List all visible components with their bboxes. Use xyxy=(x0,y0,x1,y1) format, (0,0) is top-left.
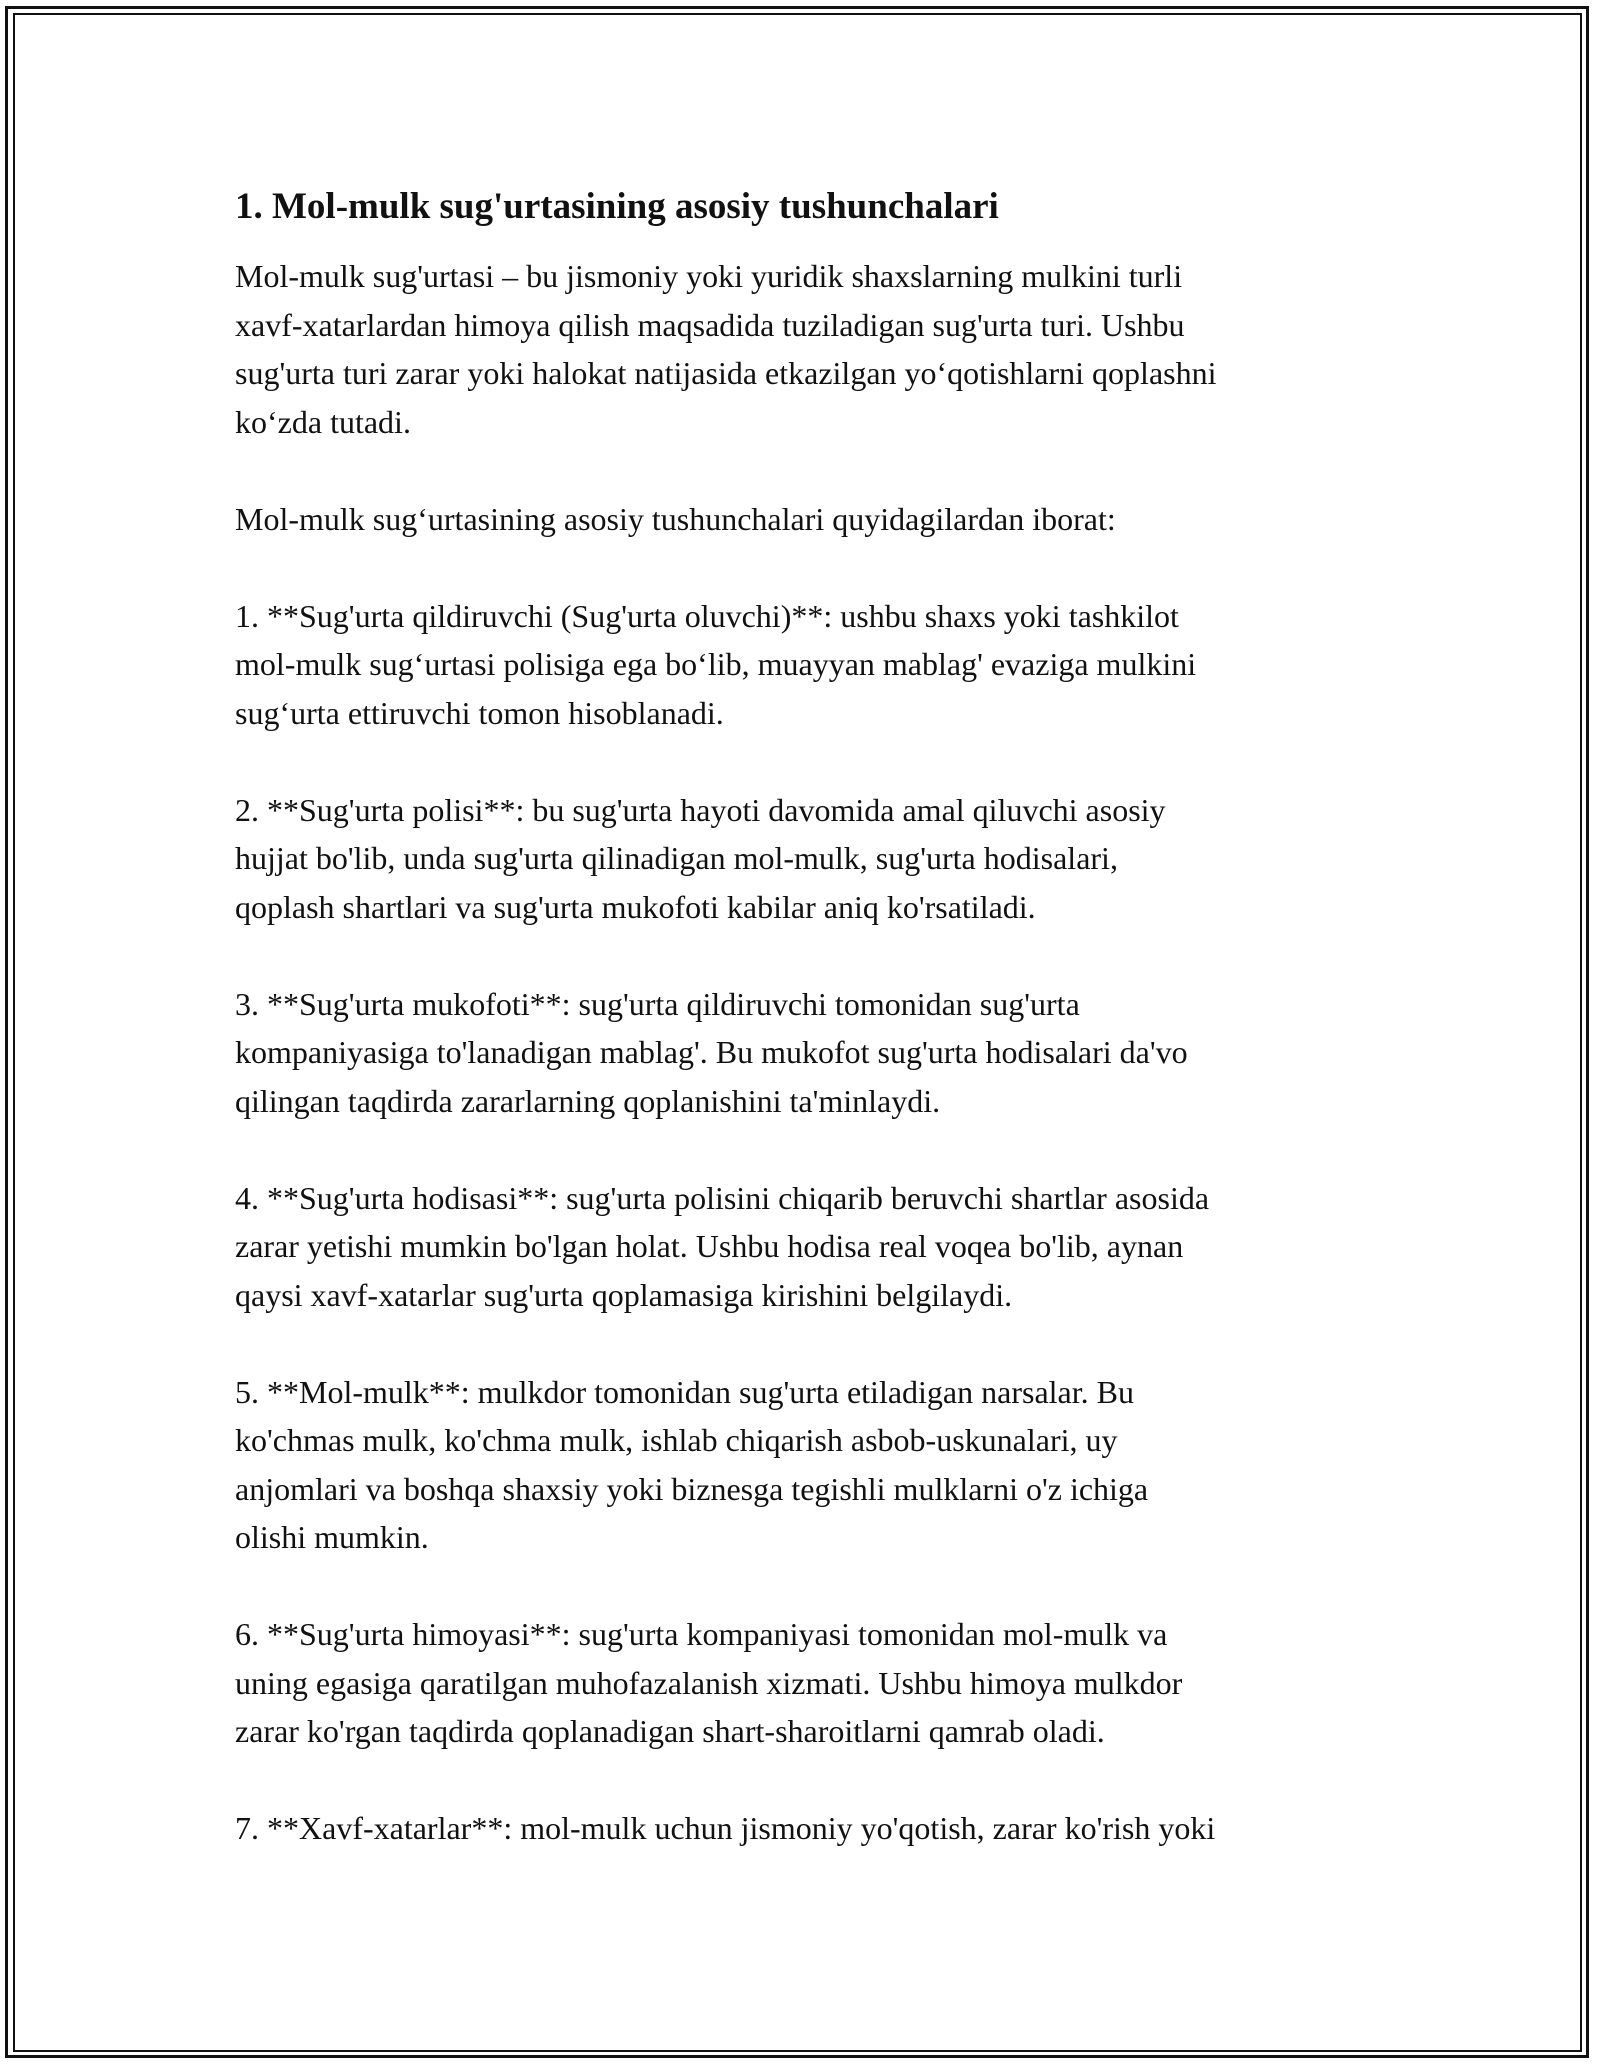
text-line: mol-mulk sug‘urtasi polisiga ega bo‘lib, muayyan mablag' evaziga mulkini xyxy=(235,646,1197,682)
paragraph-intro xyxy=(235,252,1375,446)
text-line: 7. **Xavf-xatarlar**: mol-mulk uchun jismoniy yo'qotish, zarar ko'rish yoki xyxy=(235,1810,1216,1846)
list-item-5 xyxy=(235,1368,1375,1562)
text-line: ko'chmas mulk, ko'chma mulk, ishlab chiqarish asbob-uskunalari, uy xyxy=(235,1422,1118,1458)
text-line: olishi mumkin. xyxy=(235,1519,429,1555)
text-line: kompaniyasiga to'lanadigan mablag'. Bu mukofot sug'urta hodisalari da'vo xyxy=(235,1034,1188,1070)
text-line: qoplash shartlari va sug'urta mukofoti kabilar aniq ko'rsatiladi. xyxy=(235,888,1036,925)
text-line: hujjat bo'lib, unda sug'urta qilinadigan mol-mulk, sug'urta hodisalari, xyxy=(235,840,1118,876)
list-item-7 xyxy=(235,1804,1375,1853)
text-line: xavf-xatarlardan himoya qilish maqsadida tuziladigan sug'urta turi. Ushbu xyxy=(235,306,1185,343)
list-item-2 xyxy=(235,786,1375,932)
section-heading: 1. Mol-mulk sug'urtasining asosiy tushunchalari xyxy=(235,186,999,227)
list-item-3 xyxy=(235,980,1375,1126)
text-line: uning egasiga qaratilgan muhofazalanish xizmati. Ushbu himoya mulkdor xyxy=(235,1664,1183,1701)
text-line: anjomlari va boshqa shaxsiy yoki biznesga tegishli mulklarni o'z ichiga xyxy=(235,1470,1149,1507)
text-line: Mol-mulk sug‘urtasining asosiy tushunchalari quyidagilardan iborat: xyxy=(235,500,1116,537)
text-line: 5. **Mol-mulk**: mulkdor tomonidan sug'urta etiladigan narsalar. Bu xyxy=(235,1373,1134,1410)
document-body xyxy=(235,184,1375,1901)
text-line: zarar ko'rgan taqdirda qoplanadigan shart-sharoitlarni qamrab oladi. xyxy=(235,1713,1105,1749)
text-line: 2. **Sug'urta polisi**: bu sug'urta hayoti davomida amal qiluvchi asosiy xyxy=(235,791,1166,828)
text-line: 3. **Sug'urta mukofoti**: sug'urta qildiruvchi tomonidan sug'urta xyxy=(235,985,1080,1022)
text-line: sug‘urta ettiruvchi tomon hisoblanadi. xyxy=(235,694,724,731)
list-item-1 xyxy=(235,592,1375,738)
text-line: qaysi xavf-xatarlar sug'urta qoplamasiga kirishini belgilaydi. xyxy=(235,1276,1013,1313)
paragraph-lead-in xyxy=(235,495,1375,544)
text-line: 1. **Sug'urta qildiruvchi (Sug'urta oluvchi)**: ushbu shaxs yoki tashkilot xyxy=(235,597,1179,634)
text-line: 4. **Sug'urta hodisasi**: sug'urta polisini chiqarib beruvchi shartlar asosida xyxy=(235,1179,1210,1216)
list-item-4 xyxy=(235,1174,1375,1320)
text-line: zarar yetishi mumkin bo'lgan holat. Ushbu hodisa real voqea bo'lib, aynan xyxy=(235,1228,1184,1264)
text-line: ko‘zda tutadi. xyxy=(235,403,411,440)
text-line: sug'urta turi zarar yoki halokat natijasida etkazilgan yo‘qotishlarni qoplashni xyxy=(235,355,1217,391)
text-line: Mol-mulk sug'urtasi – bu jismoniy yoki yuridik shaxslarning mulkini turli xyxy=(235,258,1183,294)
text-line: qilingan taqdirda zararlarning qoplanishini ta'minlaydi. xyxy=(235,1082,941,1119)
list-item-6 xyxy=(235,1610,1375,1756)
text-line: 6. **Sug'urta himoyasi**: sug'urta kompaniyasi tomonidan mol-mulk va xyxy=(235,1616,1168,1652)
